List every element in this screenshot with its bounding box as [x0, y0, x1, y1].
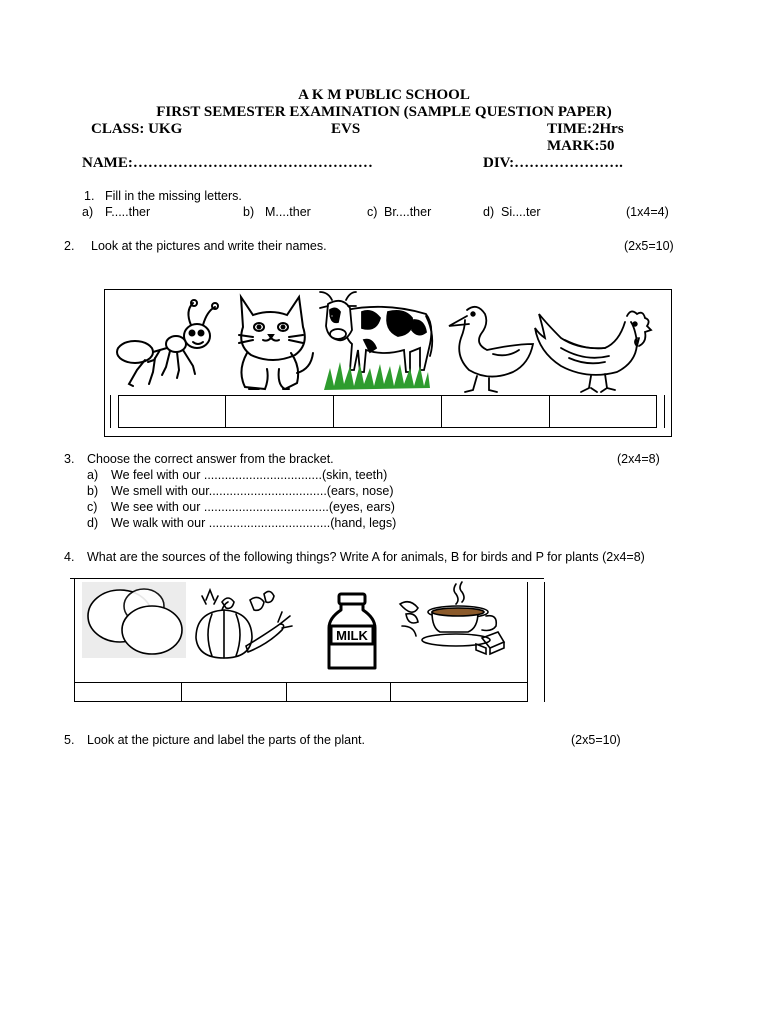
- q2-answer-cell-3[interactable]: [333, 395, 442, 428]
- q1-option-b-label: b): [243, 205, 255, 219]
- cat-icon: [233, 293, 315, 391]
- q3-marks: (2x4=8): [617, 452, 660, 466]
- q2-answer-cell-4[interactable]: [441, 395, 550, 428]
- q1-number: 1.: [84, 189, 95, 203]
- q1-option-a: F.....ther: [105, 205, 151, 219]
- q1-marks: (1x4=4): [626, 205, 669, 219]
- time-label: TIME:2Hrs: [547, 121, 624, 137]
- q4-answer-cell-1[interactable]: [74, 682, 182, 702]
- q4-text: What are the sources of the following things? Write A for animals, B for birds and P for plants (2x4=8): [87, 550, 645, 564]
- q2-marks: (2x5=10): [624, 239, 674, 253]
- hen-icon: [535, 308, 653, 396]
- div-field[interactable]: DIV:………………….: [483, 155, 623, 171]
- duck-icon: [441, 302, 535, 394]
- q3-item-a: We feel with our ..................................(skin, teeth): [111, 468, 388, 482]
- tea-cup-icon: [396, 580, 508, 672]
- eggs-icon: [82, 582, 186, 658]
- q3-item-b: We smell with our..................................(ears, nose): [111, 484, 394, 498]
- q1-text: Fill in the missing letters.: [105, 189, 242, 203]
- class-label: CLASS: UKG: [91, 121, 183, 137]
- milk-bottle-icon: [325, 592, 381, 672]
- q3-text: Choose the correct answer from the bracket.: [87, 452, 334, 466]
- q3-item-a-label: a): [87, 468, 99, 482]
- q1-option-d: Si....ter: [501, 205, 541, 219]
- q2-answer-cell-2[interactable]: [225, 395, 334, 428]
- q3-item-d-label: d): [87, 516, 99, 530]
- q1-option-c: Br....ther: [384, 205, 432, 219]
- q1-option-d-label: d): [483, 205, 495, 219]
- q4-answer-cell-3[interactable]: [286, 682, 391, 702]
- q3-item-b-label: b): [87, 484, 99, 498]
- q4-answer-cell-2[interactable]: [181, 682, 287, 702]
- q4-answer-cell-4[interactable]: [390, 682, 528, 702]
- cow-icon: [318, 290, 440, 392]
- mark-label: MARK:50: [547, 138, 615, 154]
- q3-item-c: We see with our ....................................(eyes, ears): [111, 500, 395, 514]
- ant-icon: [115, 298, 215, 390]
- q3-item-d: We walk with our ...................................(hand, legs): [111, 516, 397, 530]
- q1-option-b: M....ther: [265, 205, 311, 219]
- q2-text: Look at the pictures and write their names.: [91, 239, 327, 253]
- vegetables-icon: [192, 588, 292, 662]
- name-field[interactable]: NAME:…………………………………………: [82, 155, 373, 171]
- school-name: A K M PUBLIC SCHOOL: [298, 87, 470, 103]
- q2-answer-cell-5[interactable]: [549, 395, 657, 428]
- q1-option-c-label: c): [367, 205, 378, 219]
- q4-box-top: [70, 578, 544, 579]
- q3-item-c-label: c): [87, 500, 98, 514]
- q2-number: 2.: [64, 239, 75, 253]
- exam-title: FIRST SEMESTER EXAMINATION (SAMPLE QUESTION PAPER): [156, 104, 612, 120]
- q5-marks: (2x5=10): [571, 733, 621, 747]
- q3-number: 3.: [64, 452, 75, 466]
- q4-number: 4.: [64, 550, 75, 564]
- q5-number: 5.: [64, 733, 75, 747]
- q1-option-a-label: a): [82, 205, 94, 219]
- subject-label: EVS: [331, 121, 361, 137]
- q2-answer-cell-1[interactable]: [118, 395, 226, 428]
- q5-text: Look at the picture and label the parts of the plant.: [87, 733, 365, 747]
- milk-label: MILK: [336, 628, 368, 643]
